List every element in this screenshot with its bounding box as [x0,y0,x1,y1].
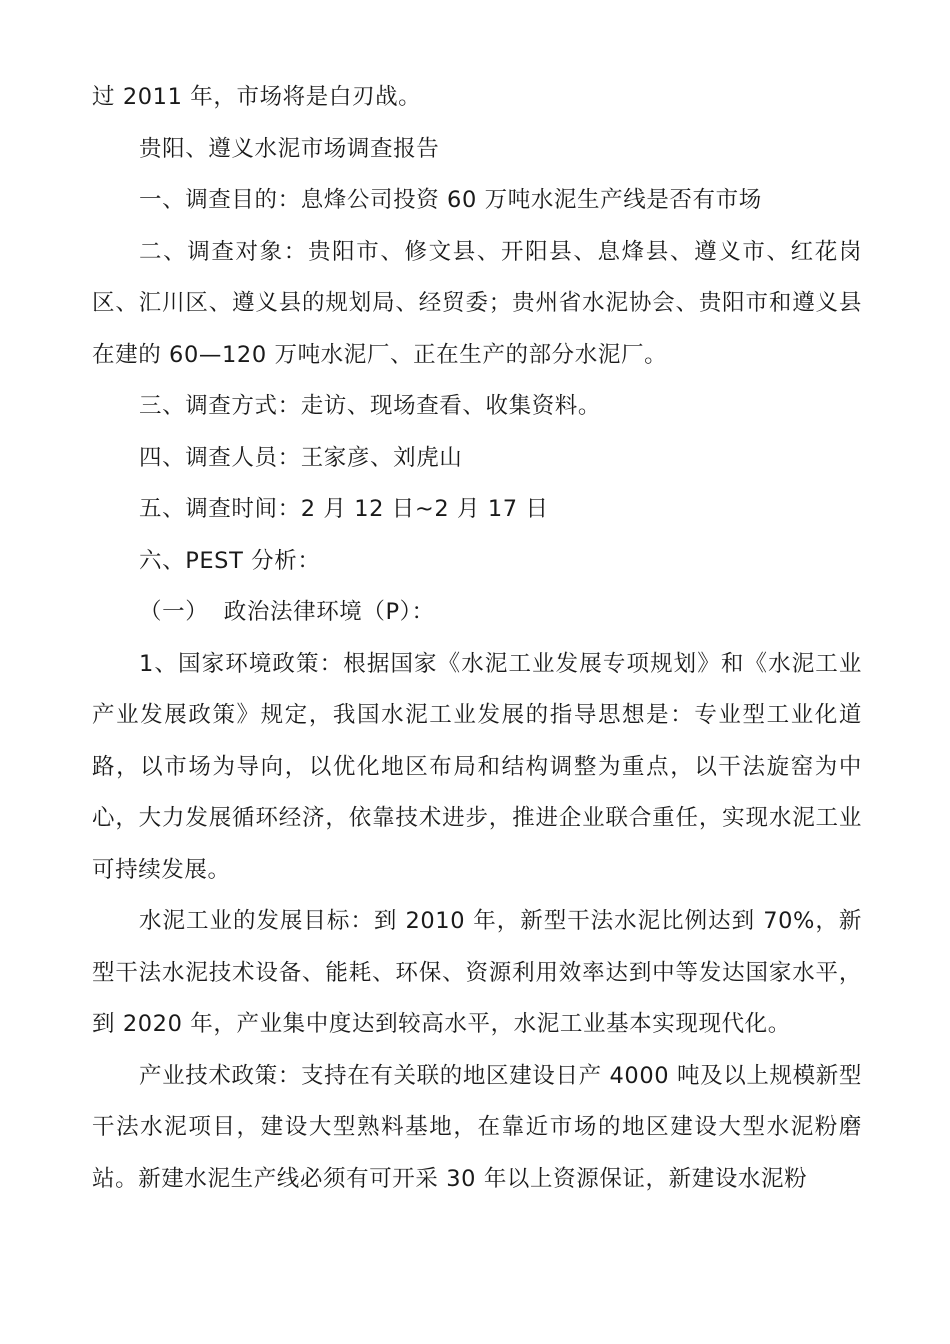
report-title: 贵阳、遵义水泥市场调查报告 [139,135,440,162]
paragraph-development-goals: 水泥工业的发展目标：到 2010 年，新型干法水泥比例达到 70%，新型干法水泥技术设备、能耗、环保、资源利用效率达到中等发达国家水平，到 2020 年，产业集中度达到较高水平，水泥工业基本实现现代化。 [92,908,862,1037]
paragraph-survey-staff: 四、调查人员：王家彦、刘虎山 [139,444,463,471]
paragraph-survey-time: 五、调查时间：2 月 12 日~2 月 17 日 [139,496,549,522]
paragraph-continuation: 过 2011 年，市场将是白刃战。 [92,84,422,110]
paragraph-survey-method: 三、调查方式：走访、现场查看、收集资料。 [139,393,602,419]
paragraph-national-policy: 1、国家环境政策：根据国家《水泥工业发展专项规划》和《水泥工业产业发展政策》规定，我国水泥工业发展的指导思想是：专业型工业化道路，以市场为导向，以优化地区布局和结构调整为重点，以干法旋窑为中心，大力发展循环经济，依靠技术进步，推进企业联合重任，实现水泥工业可持续发展。 [92,650,862,883]
paragraph-survey-purpose: 一、调查目的：息烽公司投资 60 万吨水泥生产线是否有市场 [139,187,762,213]
heading-political-legal: （一） 政治法律环境（P）： [139,599,435,625]
paragraph-survey-objects: 二、调查对象：贵阳市、修文县、开阳县、息烽县、遵义市、红花岗区、汇川区、遵义县的规划局、经贸委；贵州省水泥协会、贵阳市和遵义县在建的 60—120 万吨水泥厂、正在生产的部分水泥厂。 [92,238,862,368]
paragraph-technology-policy: 产业技术政策：支持在有关联的地区建设日产 4000 吨及以上规模新型干法水泥项目，建设大型熟料基地，在靠近市场的地区建设大型水泥粉磨站。新建水泥生产线必须有可开采 30 年以上资源保证，新建设水泥粉 [92,1062,862,1192]
document-body [92,72,862,1205]
heading-pest-analysis: 六、PEST 分析： [139,547,321,574]
